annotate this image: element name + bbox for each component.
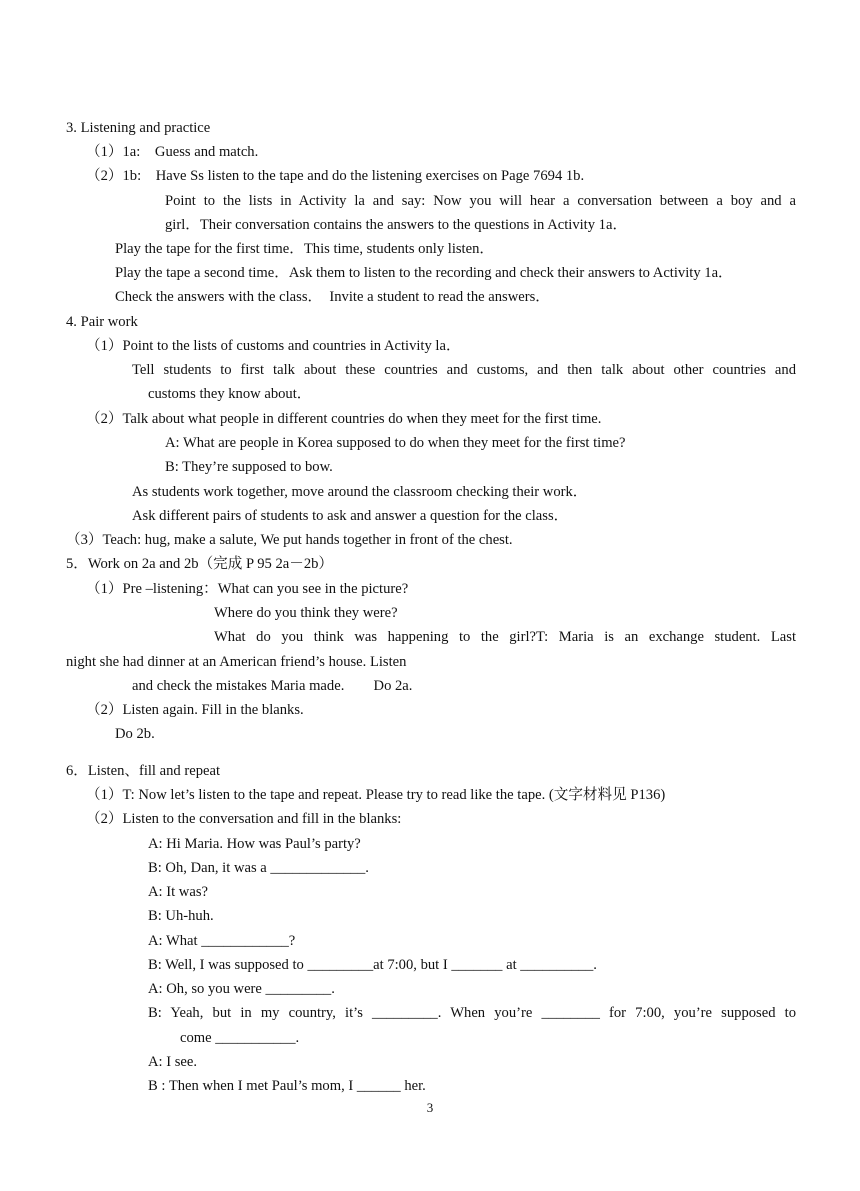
section-4-item-2: （2）Talk about what people in different countries do when they meet for the first time. [86,411,602,427]
section-3-text-line: girl．Their conversation contains the answers to the questions in Activity 1a． [165,217,628,233]
section-4-text-line: customs they know about． [148,386,312,402]
section-3-text-line: Play the tape for the first time．This time, students only listen． [115,241,494,257]
dialogue-line: come ___________. [180,1030,300,1046]
dialogue-line: A: Hi Maria. How was Paul’s party? [148,836,361,852]
section-6-heading: 6．Listen、fill and repeat [66,763,220,779]
section-6-item-1: （1）T: Now let’s listen to the tape and repeat. Please try to read like the tape. (文字材料见 P136) [86,787,666,803]
section-4-text-line: Ask different pairs of students to ask and answer a question for the class． [132,508,569,524]
section-4-item-1: （1）Point to the lists of customs and countries in Activity la． [86,338,461,354]
section-3-item-1b: （2）1b: Have Ss listen to the tape and do the listening exercises on Page 7694 1b. [86,168,585,184]
dialogue-line: B : Then when I met Paul’s mom, I ______ her. [148,1078,426,1094]
section-5-item-2: （2）Listen again. Fill in the blanks. [86,702,304,718]
section-6-item-2: （2）Listen to the conversation and fill in the blanks: [86,811,402,827]
dialogue-line: B: Well, I was supposed to _________at 7:00, but I _______ at __________. [148,957,597,973]
section-5-text-line: What do you think was happening to the girl?T: Maria is an exchange student. Last [214,629,796,645]
dialogue-line: B: Yeah, but in my country, it’s _________. When you’re ________ for 7:00, you’re supposed to [148,1005,796,1021]
section-5-text-line: Where do you think they were? [214,605,398,621]
section-5-item-1: （1）Pre –listening：What can you see in the picture? [86,581,409,597]
section-3-text-line: Point to the lists in Activity la and say: Now you will hear a conversation between a boy and a [165,193,796,209]
dialogue-line: B: Oh, Dan, it was a _____________. [148,860,369,876]
section-5-heading: 5．Work on 2a and 2b（完成 P 95 2a－2b） [66,556,334,572]
section-3-text-line: Play the tape a second time．Ask them to listen to the recording and check their answers to Activity 1a． [115,265,733,281]
section-5-text-line: night she had dinner at an American friend’s house. Listen [66,654,407,670]
dialogue-line: A: I see. [148,1054,198,1070]
section-3-heading: 3. Listening and practice [66,120,211,136]
section-3-item-1a: （1）1a: Guess and match. [86,144,259,160]
dialogue-line: B: Uh-huh. [148,908,214,924]
section-4-dialogue-line: B: They’re supposed to bow. [165,459,333,475]
section-4-dialogue-line: A: What are people in Korea supposed to do when they meet for the first time? [165,435,626,451]
section-4-text-line: As students work together, move around the classroom checking their work． [132,484,588,500]
section-4-text-line: Tell students to first talk about these countries and customs, and then talk about other countries and [132,362,796,378]
section-5-text-line: Do 2b. [115,726,155,742]
dialogue-line: A: Oh, so you were _________. [148,981,335,997]
section-3-text-line: Check the answers with the class． Invite a student to read the answers． [115,289,550,305]
section-4-heading: 4. Pair work [66,314,138,330]
section-4-item-3: （3）Teach: hug, make a salute, We put hands together in front of the chest. [66,532,513,548]
page-number: 3 [426,1100,434,1115]
section-5-text-line: and check the mistakes Maria made. Do 2a. [132,678,413,694]
dialogue-line: A: What ____________? [148,933,296,949]
dialogue-line: A: It was? [148,884,208,900]
